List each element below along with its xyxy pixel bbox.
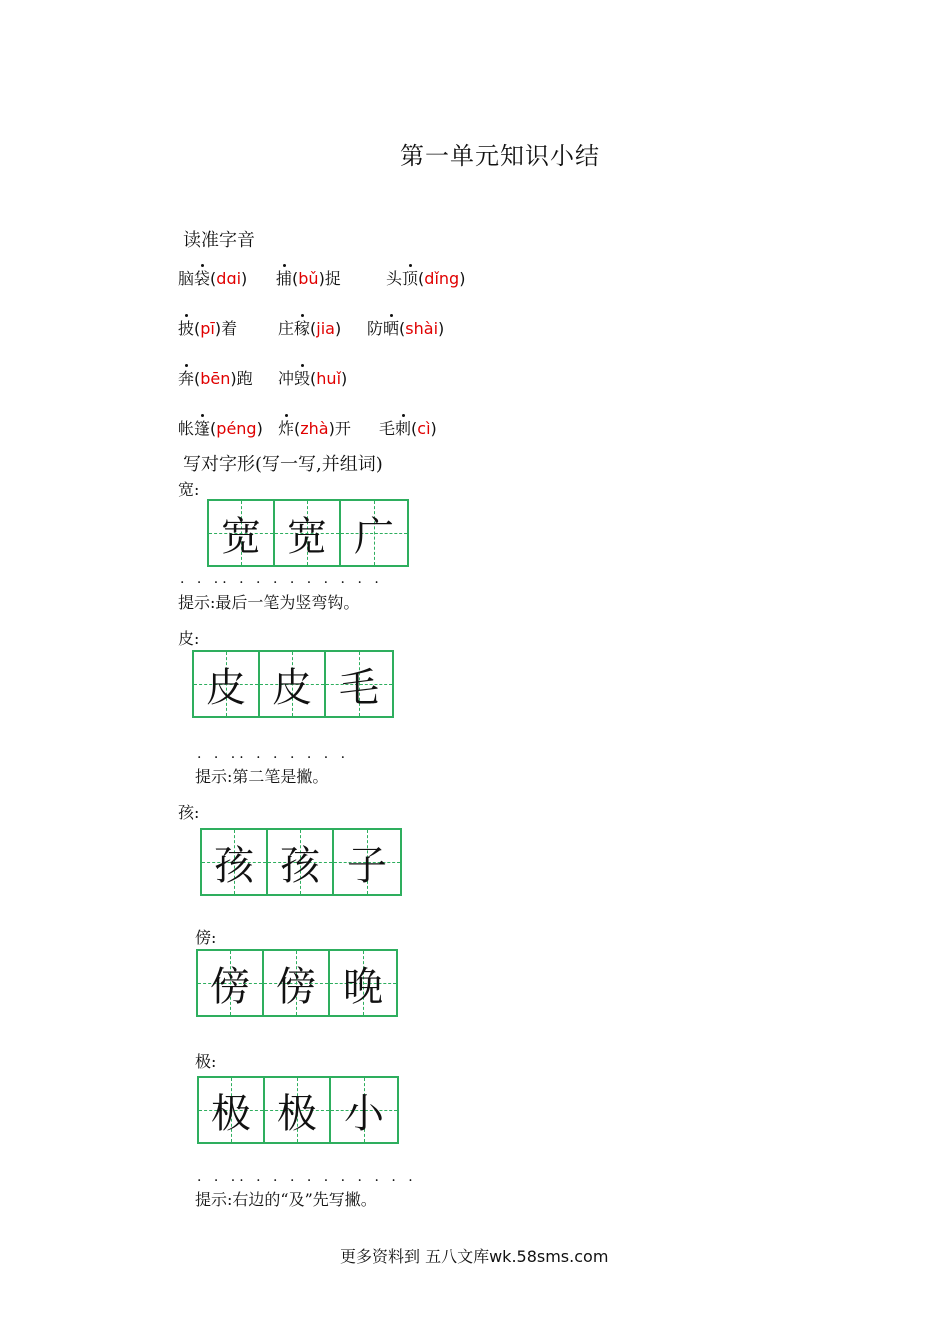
writing-grid xyxy=(196,949,398,1017)
grid-cell: 小 xyxy=(331,1078,397,1142)
section-heading-pronunciation: 读准字音 xyxy=(183,230,255,251)
grid-cell: 宽 xyxy=(209,501,275,565)
grid-cell: 孩 xyxy=(202,830,268,894)
char-label: 孩: xyxy=(178,803,200,822)
grid-cell: 傍 xyxy=(264,951,330,1015)
grid-cell: 宽 xyxy=(275,501,341,565)
grid-cell: 子 xyxy=(334,830,400,894)
footer-text: 更多资料到 五八文库wk.58sms.com xyxy=(340,1247,609,1266)
pinyin-item: 脑袋(dɑi) xyxy=(178,269,248,288)
pinyin-item: 毛刺(cì) xyxy=(379,419,437,438)
page-title: 第一单元知识小结 xyxy=(400,142,600,170)
pinyin-item: 庄稼(jia) xyxy=(278,319,342,338)
emphasis-dots: · · ·· · · · · · · · · · · xyxy=(197,1173,417,1189)
hint-text: 提示:最后一笔为竖弯钩。 xyxy=(178,593,360,612)
pinyin-item: 炸(zhà)开 xyxy=(278,419,351,438)
grid-cell: 晚 xyxy=(330,951,396,1015)
grid-cell: 极 xyxy=(199,1078,265,1142)
section-heading-writing: 写对字形(写一写,并组词) xyxy=(183,454,383,475)
emphasis-dots: · · ·· · · · · · · · · · xyxy=(180,575,383,591)
grid-cell: 傍 xyxy=(198,951,264,1015)
grid-cell: 广 xyxy=(341,501,407,565)
writing-grid xyxy=(200,828,402,896)
grid-cell: 极 xyxy=(265,1078,331,1142)
grid-cell: 毛 xyxy=(326,652,392,716)
grid-cell: 皮 xyxy=(194,652,260,716)
char-label: 宽: xyxy=(178,480,200,499)
pinyin-item: 奔(bēn)跑 xyxy=(178,369,253,388)
pinyin-item: 防晒(shài) xyxy=(367,319,445,338)
pinyin-item: 帐篷(péng) xyxy=(178,419,263,438)
char-label: 皮: xyxy=(178,629,200,648)
hint-text: 提示:第二笔是撇。 xyxy=(195,767,329,786)
pinyin-item: 头顶(dǐng) xyxy=(386,269,466,288)
hint-text: 提示:右边的“及”先写撇。 xyxy=(195,1190,377,1209)
char-label: 极: xyxy=(195,1052,217,1071)
grid-cell: 孩 xyxy=(268,830,334,894)
writing-grid xyxy=(207,499,409,567)
writing-grid xyxy=(197,1076,399,1144)
emphasis-dots: · · ·· · · · · · · xyxy=(197,750,350,766)
pinyin-item: 捕(bǔ)捉 xyxy=(276,269,341,288)
grid-cell: 皮 xyxy=(260,652,326,716)
pinyin-item: 冲毁(huǐ) xyxy=(278,369,348,388)
writing-grid xyxy=(192,650,394,718)
char-label: 傍: xyxy=(195,928,217,947)
pinyin-item: 披(pī)着 xyxy=(178,319,238,338)
